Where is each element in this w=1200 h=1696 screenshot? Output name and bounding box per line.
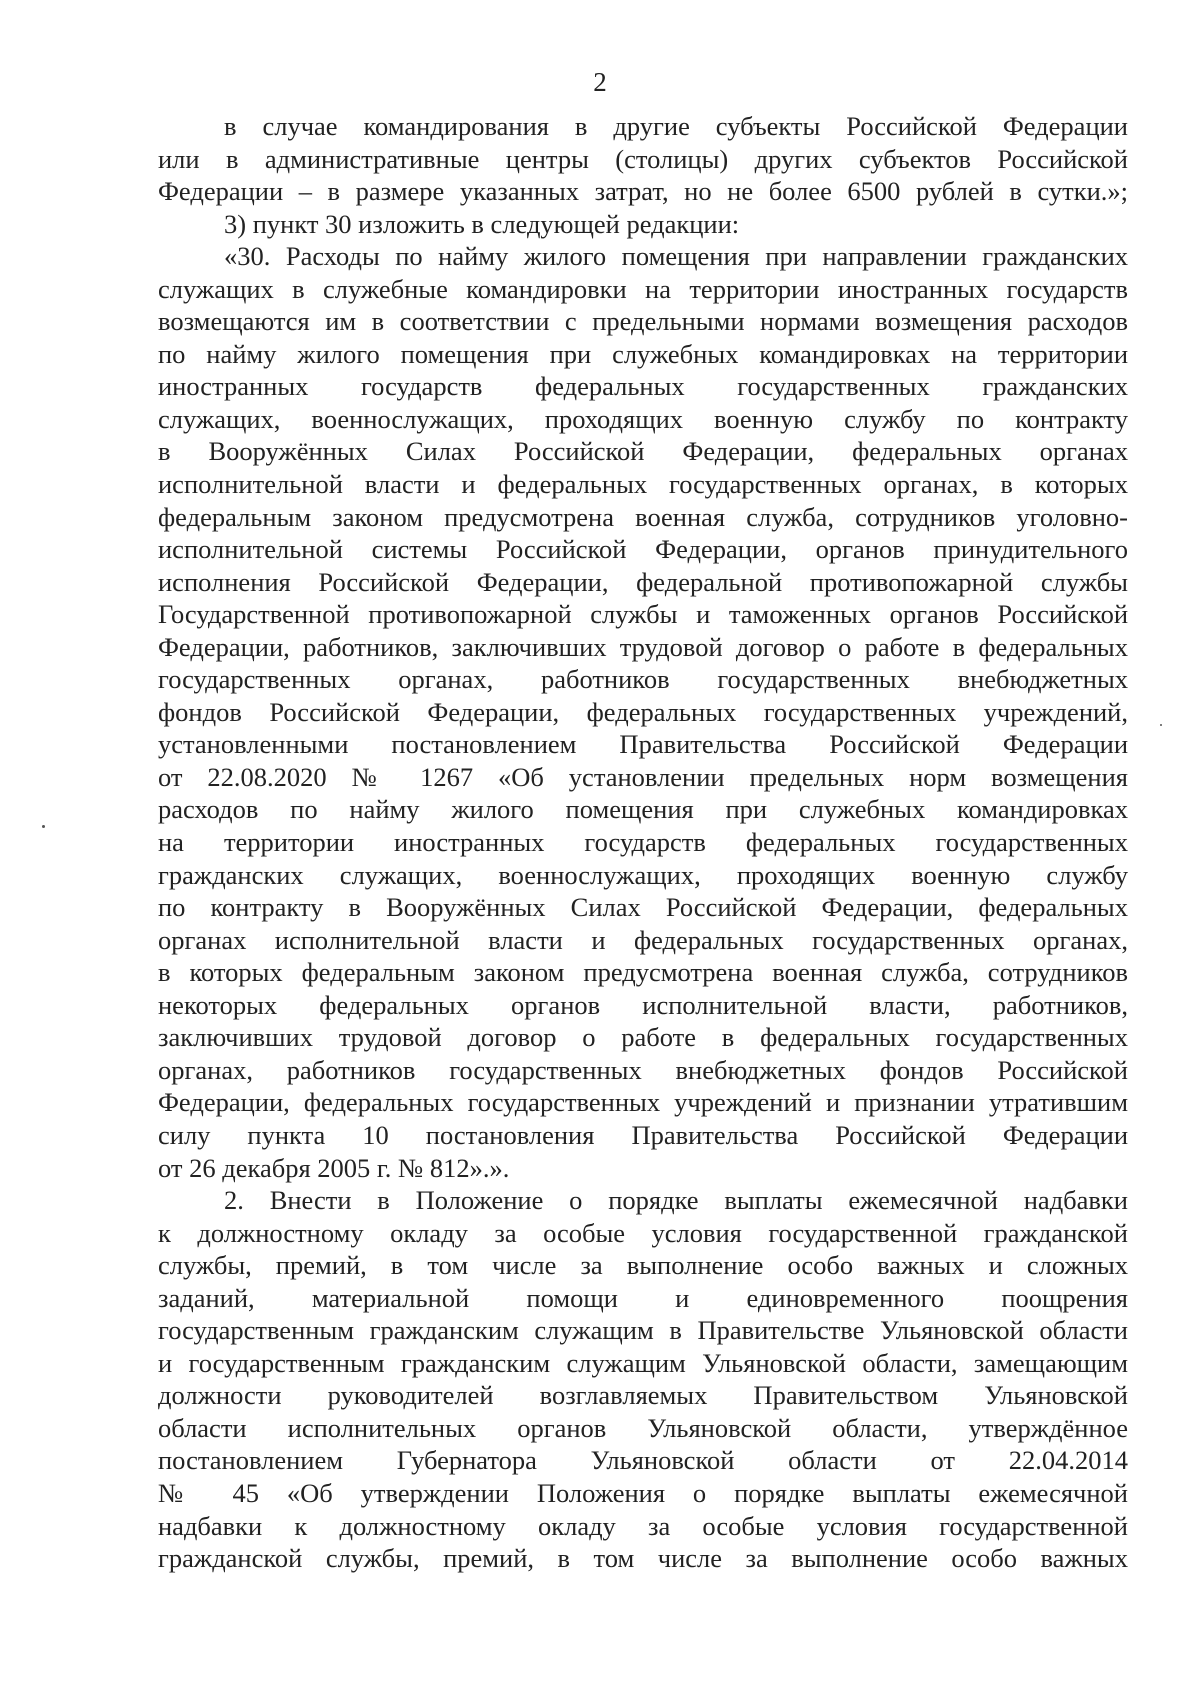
text-line: Федерации, федеральных государственных учреждений и признании утратившим [158,1087,1128,1118]
text-line: гражданских служащих, военнослужащих, проходящих военную службу [158,859,1128,890]
document-body [158,110,1128,1575]
text-line: государственных органах, работников государственных внебюджетных [158,664,1128,695]
text-line: или в административные центры (столицы) других субъектов Российской [158,143,1128,174]
text-line: надбавки к должностному окладу за особые условия государственной [158,1510,1128,1541]
text-line: силу пункта 10 постановления Правительства Российской Федерации [158,1119,1128,1150]
text-line: к должностному окладу за особые условия государственной гражданской [158,1217,1128,1248]
text-line: расходов по найму жилого помещения при служебных командировках [158,794,1128,825]
text-line: заданий, материальной помощи и единовременного поощрения [158,1282,1128,1313]
text-line: Федерации – в размере указанных затрат, но не более 6500 рублей в сутки.»; [158,176,1128,207]
scan-speck [1160,724,1162,726]
text-line: заключивших трудовой договор о работе в федеральных государственных [158,1022,1128,1053]
text-line: и государственным гражданским служащим Ульяновской области, замещающим [158,1347,1128,1378]
text-line: органах, работников государственных внебюджетных фондов Российской [158,1054,1128,1085]
text-line: в Вооружённых Силах Российской Федерации, федеральных органах [158,436,1128,467]
text-line: от 22.08.2020 № 1267 «Об установлении предельных норм возмещения [158,761,1128,792]
text-line: служащих, военнослужащих, проходящих военную службу по контракту [158,403,1128,434]
text-line: области исполнительных органов Ульяновской области, утверждённое [158,1412,1128,1443]
text-line: в случае командирования в другие субъекты Российской Федерации [224,111,1128,141]
text-line: исполнения Российской Федерации, федеральной противопожарной службы [158,566,1128,597]
text-line: органах исполнительной власти и федеральных государственных органах, [158,924,1128,955]
text-line: от 26 декабря 2005 г. № 812».». [158,1152,510,1183]
text-line: возмещаются им в соответствии с предельными нормами возмещения расходов [158,306,1128,337]
text-line: исполнительной власти и федеральных государственных органах, в которых [158,469,1128,500]
text-line: установленными постановлением Правительства Российской Федерации [158,729,1128,760]
text-line: служащих в служебные командировки на территории иностранных государств [158,273,1128,304]
text-line: 2. Внести в Положение о порядке выплаты ежемесячной надбавки [224,1185,1128,1216]
text-line: некоторых федеральных органов исполнительной власти, работников, [158,989,1128,1020]
text-line: на территории иностранных государств федеральных государственных [158,827,1128,858]
text-line: государственным гражданским служащим в Правительстве Ульяновской области [158,1315,1128,1346]
text-line: гражданской службы, премий, в том числе за выполнение особо важных [158,1543,1128,1574]
scan-speck [42,825,45,828]
text-line: по контракту в Вооружённых Силах Российской Федерации, федеральных [158,892,1128,923]
text-line: № 45 «Об утверждении Положения о порядке выплаты ежемесячной [158,1477,1128,1508]
page-number: 2 [593,67,607,97]
text-line: фондов Российской Федерации, федеральных государственных учреждений, [158,696,1128,727]
text-line: «30. Расходы по найму жилого помещения при направлении гражданских [224,241,1128,272]
text-line: постановлением Губернатора Ульяновской области от 22.04.2014 [158,1445,1128,1476]
text-line: службы, премий, в том числе за выполнение особо важных и сложных [158,1250,1128,1281]
text-line: федеральным законом предусмотрена военная служба, сотрудников уголовно- [158,501,1128,532]
text-line: Федерации, работников, заключивших трудовой договор о работе в федеральных [158,631,1128,662]
text-line: по найму жилого помещения при служебных командировках на территории [158,338,1128,369]
text-line: в которых федеральным законом предусмотрена военная служба, сотрудников [158,957,1128,988]
text-line: должности руководителей возглавляемых Правительством Ульяновской [158,1380,1128,1411]
text-line: 3) пункт 30 изложить в следующей редакции: [224,208,740,239]
text-line: Государственной противопожарной службы и таможенных органов Российской [158,599,1128,630]
text-line: исполнительной системы Российской Федерации, органов принудительного [158,534,1128,565]
text-line: иностранных государств федеральных государственных гражданских [158,371,1128,402]
